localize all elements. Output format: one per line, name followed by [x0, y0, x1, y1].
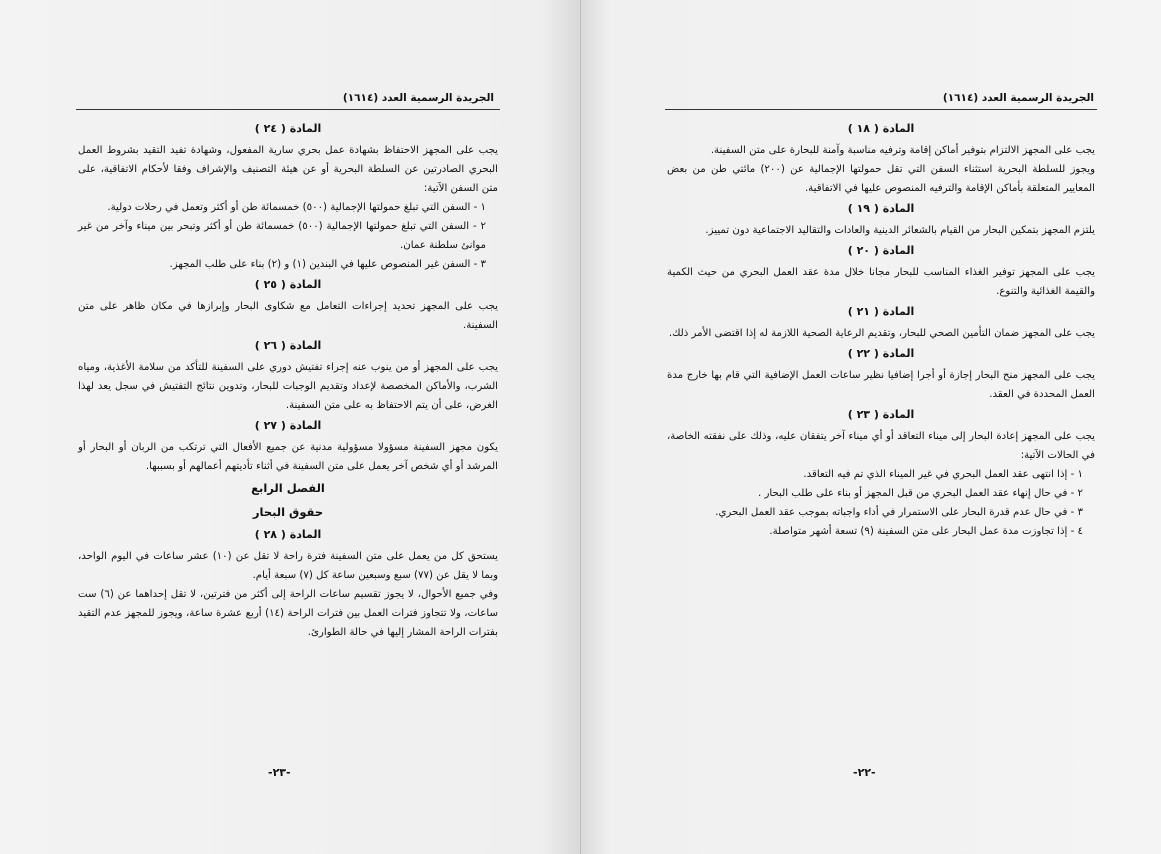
article-heading: المادة ( ٢٢ ): [847, 347, 915, 360]
header-rule: [665, 109, 1097, 110]
paragraph: يجب على المجهز إعادة البحار إلى ميناء التعاقد أو أي ميناء آخر يتفقان عليه، وذلك على نفقته الخاصة، في الحالات الآتية:: [667, 431, 1095, 461]
article-heading: المادة ( ٢٦ ): [254, 339, 322, 352]
paragraph: يجب على المجهز ضمان التأمين الصحي للبحار، وتقديم الرعاية الصحية اللازمة له إذا اقتضى الأمر ذلك.: [668, 328, 1095, 339]
article-heading: المادة ( ٢٧ ): [254, 419, 322, 432]
list-item: ٢ - في حال إنهاء عقد العمل البحري من قبل المجهز أو بناء على طلب البحار .: [757, 488, 1083, 499]
paragraph: يجب على المجهز توفير الغذاء المناسب للبحار مجانا خلال مدة عقد العمل البحري من حيث الكمية والقيمة الغذائية والتنوع.: [667, 267, 1095, 297]
paragraph: يكون مجهز السفينة مسؤولا مسؤولية مدنية عن جميع الأفعال التي ترتكب من الربان أو البحار أو المرشد أو أي شخص آخر يعمل على متن السفينة في أثناء تأديتهم أعمالهم أو بسببها.: [78, 442, 498, 472]
list-item: ٢ - السفن التي تبلغ حمولتها الإجمالية (٥٠٠) خمسمائة طن أو أكثر وتبحر بين ميناء وآخر من غير موانئ سلطنة عمان.: [78, 221, 486, 251]
page-number: -٢٣-: [268, 766, 291, 779]
paragraph: يجب على المجهز أو من ينوب عنه إجراء تفتيش دوري على السفينة للتأكد من سلامة الأغذية، ومياه الشرب، والأماكن المخصصة لإعداد وتقديم الوجبات للبحار، وتدوين نتائج التفتيش في سجل يعد لهذا الغرض، على أن يتم الاحتفاظ به على متن السفينة.: [78, 362, 498, 411]
paragraph: يجب على المجهز الالتزام بتوفير أماكن إقامة وترفيه مناسبة وآمنة للبحارة على متن السفينة.: [710, 145, 1095, 156]
chapter-subtitle: حقوق البحار: [252, 505, 324, 519]
list-item: ٣ - في حال عدم قدرة البحار على الاستمرار في أداء واجباته بموجب عقد العمل البحري.: [715, 507, 1083, 518]
paragraph: وفي جميع الأحوال، لا يجوز تقسيم ساعات الراحة إلى أكثر من فترتين، لا تقل إحداهما عن (٦) ست ساعات، ولا تتجاوز فترات العمل بين فترات الراحة (١٤) أربع عشرة ساعة، ويجوز للمجهز عدم التقيد بفترات الراحة المشار إليها في حالة الطوارئ.: [78, 589, 498, 638]
list-item: ١ - السفن التي تبلغ حمولتها الإجمالية (٥٠٠) خمسمائة طن أو أكثر وتعمل في رحلات دولية.: [107, 202, 486, 213]
article-heading: المادة ( ٢٥ ): [254, 278, 322, 291]
running-header: الجريدة الرسمية العدد (١٦١٤): [342, 92, 494, 104]
list-item: ١ - إذا انتهى عقد العمل البحري في غير الميناء الذي تم فيه التعاقد.: [803, 469, 1083, 480]
page-body: [78, 118, 498, 642]
page-body: [667, 118, 1095, 541]
article-heading: المادة ( ٢١ ): [847, 305, 915, 318]
article-heading: المادة ( ١٩ ): [847, 202, 915, 215]
article-heading: المادة ( ٢٠ ): [847, 244, 915, 257]
paragraph: يجب على المجهز منح البحار إجازة أو أجرا إضافيا نظير ساعات العمل الإضافية التي قام بها خارج مدة العمل المحددة في العقد.: [667, 370, 1095, 400]
chapter-title: الفصل الرابع: [251, 481, 325, 495]
header-rule: [76, 109, 500, 110]
paragraph: يجب على المجهز الاحتفاظ بشهادة عمل بحري سارية المفعول، وشهادة تفيد التقيد بشروط العمل البحري الصادرتين عن السلطة البحرية أو عن هيئة التصنيف والإشراف وفقا لأحكام الاتفاقية، على متن السفن الآتية:: [78, 145, 498, 194]
list-item: ٤ - إذا تجاوزت مدة عمل البحار على متن السفينة (٩) تسعة أشهر متواصلة.: [769, 526, 1083, 537]
paragraph: يستحق كل من يعمل على متن السفينة فترة راحة لا تقل عن (١٠) عشر ساعات في اليوم الواحد، وبما لا يقل عن (٧٧) سبع وسبعين ساعة كل (٧) سبعة أيام.: [78, 551, 498, 581]
page-number: -٢٢-: [853, 766, 876, 779]
article-heading: المادة ( ٢٨ ): [254, 528, 322, 541]
list-item: ٣ - السفن غير المنصوص عليها في البندين (١) و (٢) بناء على طلب المجهز.: [169, 259, 486, 270]
article-heading: المادة ( ٢٣ ): [847, 408, 915, 421]
paragraph: ويجوز للسلطة البحرية استثناء السفن التي تقل حمولتها الإجمالية عن (٢٠٠) مائتي طن من بعض المعايير المتعلقة بأماكن الإقامة والترفيه المنصوص عليها في الاتفاقية.: [667, 164, 1095, 194]
paragraph: يجب على المجهز تحديد إجراءات التعامل مع شكاوى البحار وإبرازها في مكان ظاهر على متن السفينة.: [78, 301, 498, 331]
running-header: الجريدة الرسمية العدد (١٦١٤): [942, 92, 1094, 104]
right-page: [581, 0, 1161, 854]
left-page: [0, 0, 580, 854]
article-heading: المادة ( ٢٤ ): [254, 122, 322, 135]
paragraph: يلتزم المجهز بتمكين البحار من القيام بالشعائر الدينية والعادات والتقاليد الاجتماعية دون تمييز.: [705, 225, 1095, 236]
article-heading: المادة ( ١٨ ): [847, 122, 915, 135]
